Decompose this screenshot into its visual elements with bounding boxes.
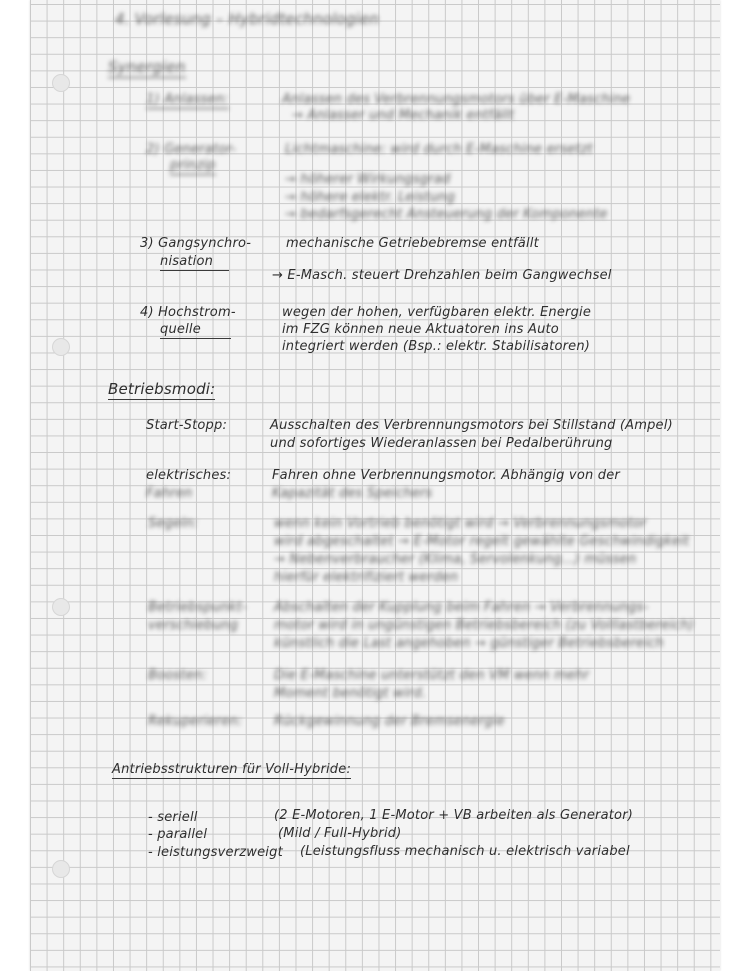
synergy-text: → E-Masch. steuert Drehzahlen beim Gangwechsel bbox=[272, 268, 612, 283]
mode-text: Fahren ohne Verbrennungsmotor. Abhängig von der bbox=[272, 468, 620, 483]
mode-label: Betriebspunkt- bbox=[148, 600, 247, 615]
mode-text: Abschalten der Kupplung beim Fahren → Verbrennungs- bbox=[274, 600, 649, 615]
synergy-label: 4) Hochstrom- bbox=[140, 305, 236, 320]
structure-name: - seriell bbox=[148, 810, 198, 825]
synergy-text: mechanische Getriebebremse entfällt bbox=[286, 236, 539, 251]
mode-text: Die E-Maschine unterstützt den VM wenn mehr bbox=[274, 668, 590, 683]
structure-name: - parallel bbox=[148, 827, 208, 842]
mode-text: künstlich die Last angehoben → günstiger Betriebsbereich bbox=[274, 636, 664, 651]
mode-text: wenn kein Vortrieb benötigt wird → Verbrennungsmotor bbox=[274, 516, 647, 531]
mode-label: Rekuperieren: bbox=[148, 714, 243, 729]
synergy-text: → Anlasser und Mechanik entfällt bbox=[292, 108, 515, 123]
synergy-text: → höhere elektr. Leistung bbox=[285, 190, 456, 205]
structure-detail: (2 E-Motoren, 1 E-Motor + VB arbeiten als Generator) bbox=[274, 808, 634, 823]
synergy-text: → bedarfsgerecht Ansteuerung der Komponente bbox=[285, 207, 608, 222]
synergy-label: quelle bbox=[160, 322, 231, 339]
synergy-label: 2) Generator- bbox=[146, 142, 237, 157]
synergy-text: Lichtmaschine: wird durch E-Maschine ersetzt bbox=[285, 142, 593, 157]
synergies-heading: Synergien bbox=[108, 58, 186, 76]
mode-label: verschiebung bbox=[148, 618, 239, 633]
structure-detail: (Leistungsfluss mechanisch u. elektrisch variabel bbox=[300, 844, 630, 859]
modes-heading: Betriebsmodi: bbox=[108, 380, 216, 398]
mode-label: elektrisches: bbox=[146, 468, 232, 483]
mode-label: Start-Stopp: bbox=[146, 418, 228, 433]
synergy-text: im FZG können neue Aktuatoren ins Auto bbox=[282, 322, 559, 337]
mode-text: Rückgewinnung der Bremsenergie bbox=[274, 714, 505, 729]
punch-hole bbox=[52, 74, 70, 92]
synergy-label: 1) Anlassen: bbox=[146, 92, 229, 107]
mode-text: und sofortiges Wiederanlassen bei Pedalberührung bbox=[270, 436, 613, 451]
lecture-topic: 4. Vorlesung – Hybridtechnologien bbox=[115, 10, 380, 28]
structure-detail: (Mild / Full-Hybrid) bbox=[278, 826, 402, 841]
synergy-text: integriert werden (Bsp.: elektr. Stabilisatoren) bbox=[282, 339, 591, 354]
mode-text: Kapazität des Speichers bbox=[272, 486, 433, 501]
mode-text: → Nebenverbraucher (Klima, Servolenkung...) müssen bbox=[274, 552, 637, 567]
synergy-label: nisation bbox=[160, 254, 229, 271]
mode-text: motor wird in ungünstigen Betriebsbereich (zu Volllastbereich) bbox=[274, 618, 695, 633]
mode-label: Boosten: bbox=[148, 668, 207, 683]
synergy-label: prinzip bbox=[170, 158, 216, 173]
mode-text: Ausschalten des Verbrennungsmotors bei Stillstand (Ampel) bbox=[270, 418, 673, 433]
structures-heading: Antriebsstrukturen für Voll-Hybride: bbox=[112, 762, 352, 777]
synergy-text: Anlassen des Verbrennungsmotors über E-Maschine bbox=[282, 92, 631, 107]
mode-text: Moment benötigt wird. bbox=[274, 686, 427, 701]
punch-hole bbox=[52, 598, 70, 616]
punch-hole bbox=[52, 860, 70, 878]
mode-text: hierfür elektrifiziert werden bbox=[274, 570, 459, 585]
mode-label: Segeln: bbox=[148, 516, 199, 531]
synergy-text: → höherer Wirkungsgrad bbox=[285, 172, 451, 187]
mode-label: Fahren bbox=[146, 486, 193, 501]
punch-hole bbox=[52, 338, 70, 356]
synergy-label: 3) Gangsynchro- bbox=[140, 236, 252, 251]
synergy-text: wegen der hohen, verfügbaren elektr. Energie bbox=[282, 305, 592, 320]
mode-text: wird abgeschaltet → E-Motor regelt gewählte Geschwindigkeit bbox=[274, 534, 690, 549]
structure-name: - leistungsverzweigt bbox=[148, 845, 283, 860]
